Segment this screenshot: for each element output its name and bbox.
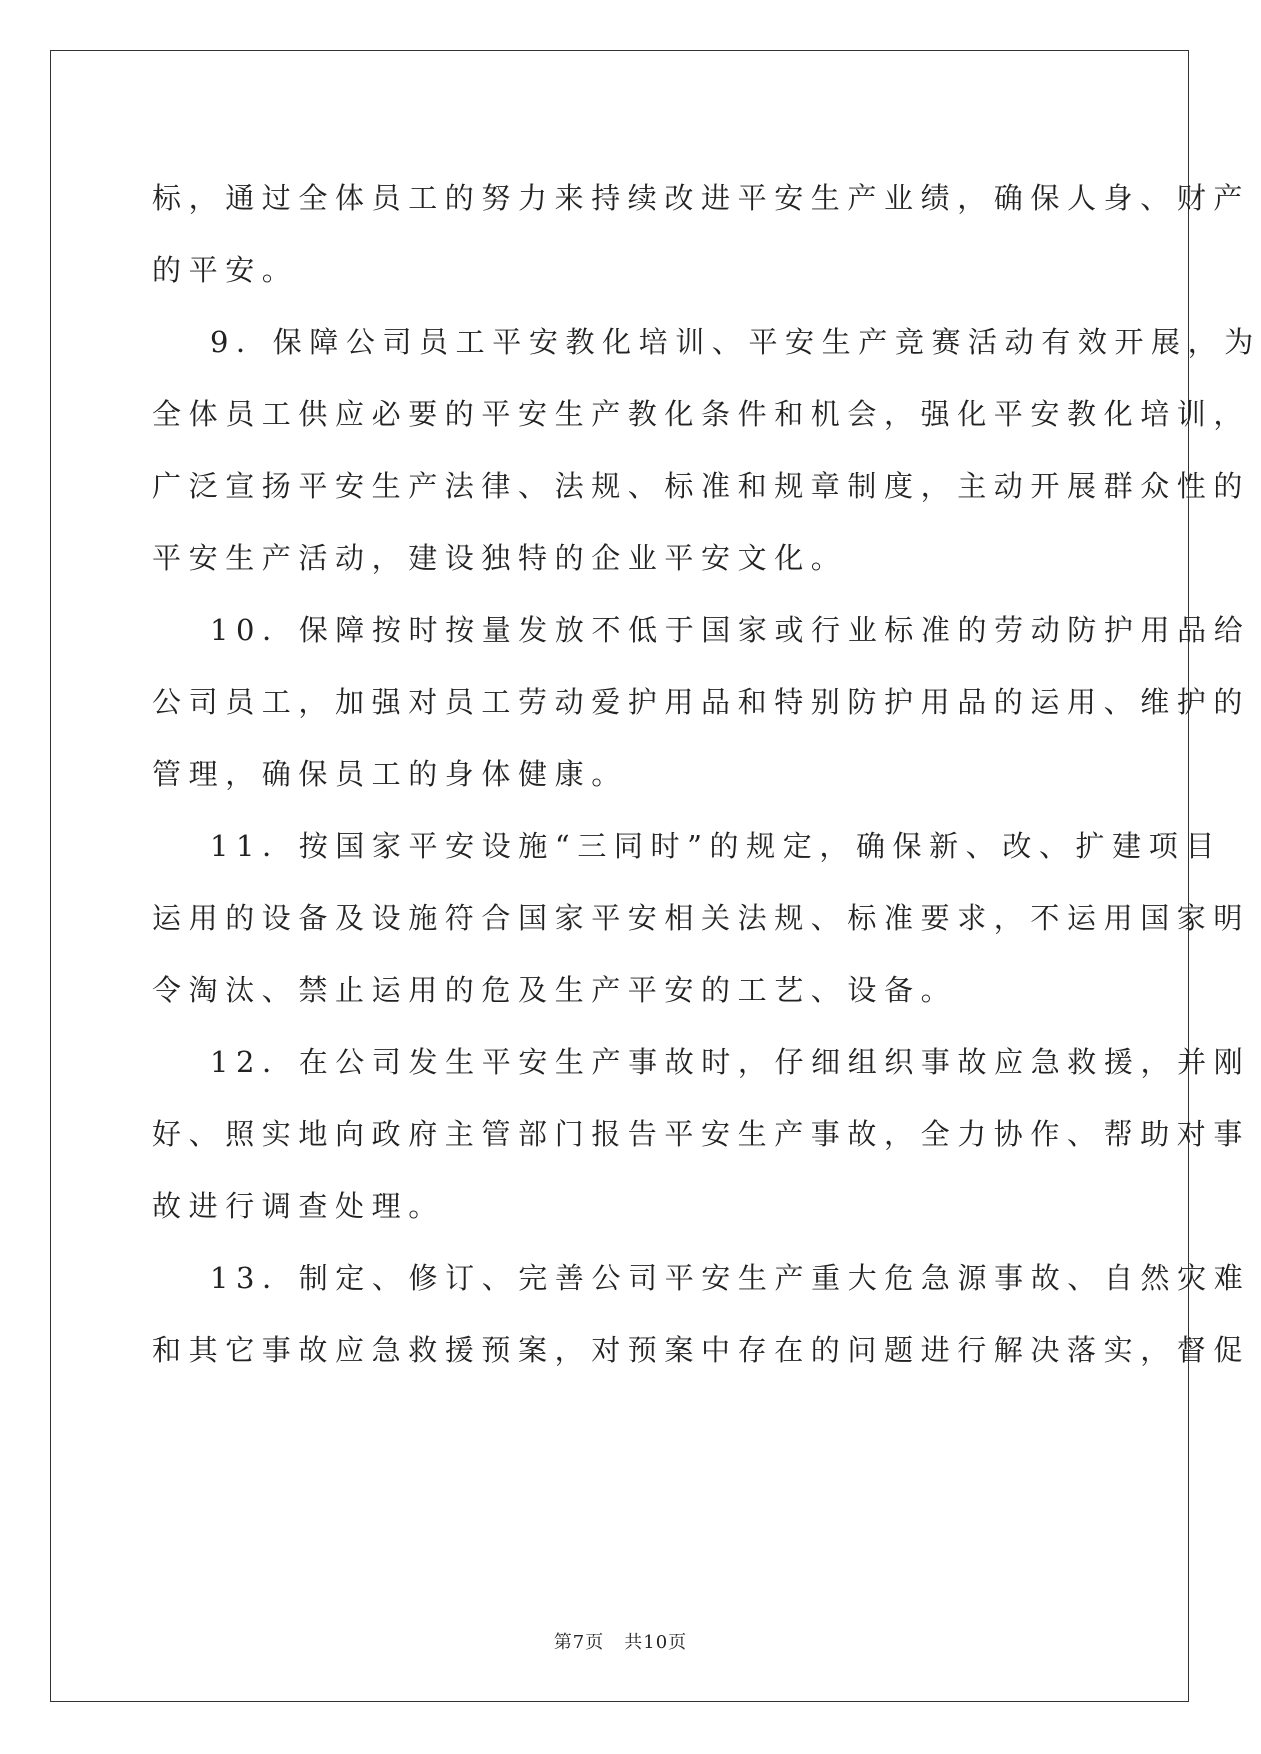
document-body [152, 162, 1261, 1386]
text-line: 好、照实地向政府主管部门报告平安生产事故，全力协作、帮助对事 [152, 1117, 1251, 1151]
text-line: 平安生产活动，建设独特的企业平安文化。 [152, 541, 848, 575]
text-line: 运用的设备及设施符合国家平安相关法规、标准要求，不运用国家明 [152, 901, 1251, 935]
page-number: 第7页 [553, 1632, 605, 1653]
text-line: 的平安。 [152, 253, 299, 287]
text-line: 公司员工，加强对员工劳动爱护用品和特别防护用品的运用、维护的 [152, 685, 1251, 719]
page-total: 共10页 [624, 1632, 688, 1653]
text-line: 10．保障按时按量发放不低于国家或行业标准的劳动防护用品给 [210, 613, 1251, 647]
text-line: 12．在公司发生平安生产事故时，仔细组织事故应急救援，并刚 [210, 1045, 1251, 1079]
text-line: 和其它事故应急救援预案，对预案中存在的问题进行解决落实，督促 [152, 1333, 1251, 1367]
text-line: 13．制定、修订、完善公司平安生产重大危急源事故、自然灾难 [210, 1261, 1251, 1295]
text-line: 广泛宣扬平安生产法律、法规、标准和规章制度，主动开展群众性的 [152, 469, 1251, 503]
text-line: 标，通过全体员工的努力来持续改进平安生产业绩，确保人身、财产 [152, 181, 1251, 215]
text-line: 全体员工供应必要的平安生产教化条件和机会，强化平安教化培训， [152, 397, 1251, 431]
text-line: 11．按国家平安设施“三同时”的规定，确保新、改、扩建项目 [210, 829, 1222, 863]
page-footer [0, 1628, 1241, 1654]
text-line: 令淘汰、禁止运用的危及生产平安的工艺、设备。 [152, 973, 958, 1007]
text-line: 管理，确保员工的身体健康。 [152, 757, 628, 791]
text-line: 9．保障公司员工平安教化培训、平安生产竞赛活动有效开展，为 [210, 325, 1261, 359]
text-line: 故进行调查处理。 [152, 1189, 445, 1223]
